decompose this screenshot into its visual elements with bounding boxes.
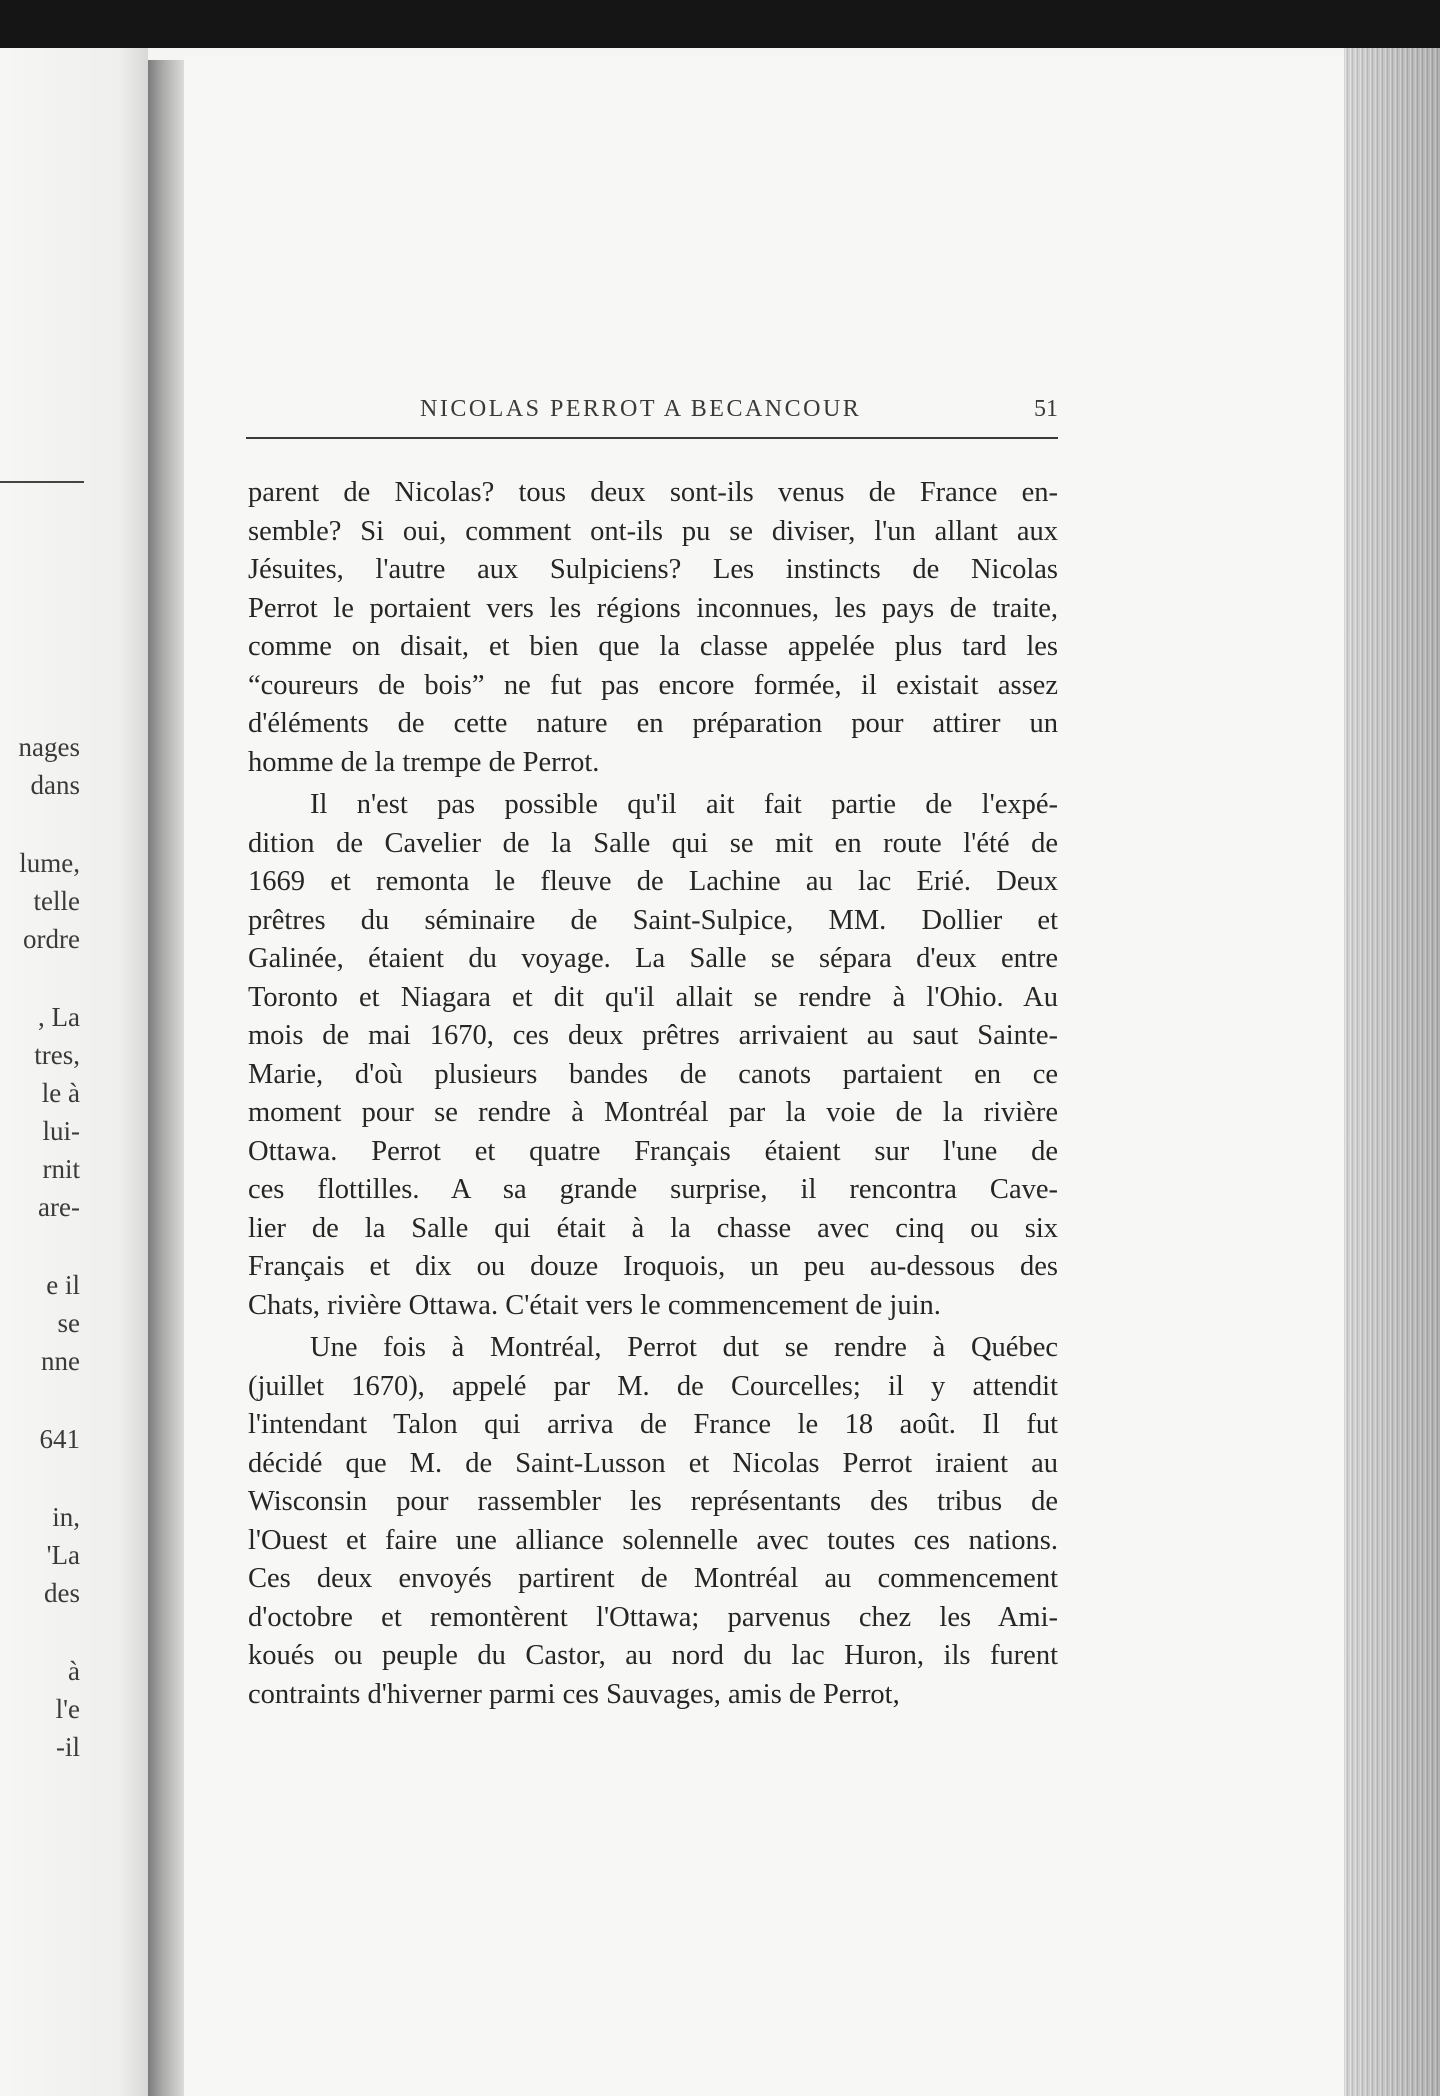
left-page-fragment: e il [46, 1270, 80, 1300]
text-line: d'éléments de cette nature en préparation pour attirer un [248, 708, 1058, 739]
paragraph [248, 1329, 1058, 1714]
left-page-fragment: tres, [34, 1040, 80, 1070]
text-line: Il n'est pas possible qu'il ait fait partie de l'expé- [310, 789, 1058, 820]
left-facing-page [0, 40, 148, 2096]
text-line: Français et dix ou douze Iroquois, un peu au-dessous des [248, 1251, 1058, 1282]
page-number: 51 [1034, 396, 1058, 422]
text-line: Galinée, étaient du voyage. La Salle se sépara d'eux entre [248, 943, 1058, 974]
left-page-fragment: ordre [23, 924, 80, 954]
text-line: moment pour se rendre à Montréal par la voie de la rivière [248, 1097, 1058, 1128]
text-line: Marie, d'où plusieurs bandes de canots partaient en ce [248, 1058, 1058, 1090]
paragraph [248, 474, 1058, 782]
text-line: d'octobre et remontèrent l'Ottawa; parvenus chez les Ami- [248, 1601, 1058, 1633]
left-page-fragment: telle [33, 886, 80, 916]
text-line: lier de la Salle qui était à la chasse avec cinq ou six [248, 1212, 1058, 1244]
left-page-fragment: dans [30, 770, 80, 800]
text-line: contraints d'hiverner parmi ces Sauvages, amis de Perrot, [248, 1678, 900, 1710]
left-page-fragment: à [68, 1656, 80, 1686]
text-line: Ottawa. Perrot et quatre Français étaient sur l'une de [248, 1135, 1058, 1167]
text-line: koués ou peuple du Castor, au nord du lac Huron, ils furent [248, 1640, 1058, 1671]
text-line: Wisconsin pour rassembler les représentants des tribus de [248, 1486, 1058, 1517]
left-page-header-rule [0, 481, 84, 483]
scanner-top-strip [0, 0, 1440, 48]
left-page-fragment: -il [56, 1732, 80, 1762]
left-page-fragment: 'La [46, 1540, 80, 1570]
text-line: 1669 et remonta le fleuve de Lachine au lac Erié. Deux [248, 866, 1058, 897]
text-line: (juillet 1670), appelé par M. de Courcelles; il y attendit [248, 1370, 1058, 1402]
left-page-fragment: , La [38, 1002, 80, 1032]
text-line: Ces deux envoyés partirent de Montréal au commencement [248, 1563, 1058, 1594]
text-line: décidé que M. de Saint-Lusson et Nicolas Perrot iraient au [248, 1447, 1058, 1479]
left-page-fragment: l'e [55, 1694, 80, 1724]
header-rule [246, 437, 1058, 439]
left-page-fragment: nages [18, 732, 80, 762]
running-title: NICOLAS PERROT A BECANCOUR [420, 396, 862, 422]
left-page-fragment: are- [38, 1192, 80, 1222]
text-line: homme de la trempe de Perrot. [248, 746, 600, 778]
text-line: l'intendant Talon qui arriva de France le 18 août. Il fut [248, 1409, 1058, 1440]
text-line: ces flottilles. A sa grande surprise, il rencontra Cave- [248, 1174, 1058, 1205]
left-page-fragment: lui- [42, 1116, 80, 1146]
text-line: comme on disait, et bien que la classe appelée plus tard les [248, 631, 1058, 662]
left-page-fragment: 641 [39, 1424, 80, 1454]
left-page-fragment: rnit [42, 1154, 80, 1184]
left-page-fragment: nne [41, 1346, 80, 1376]
text-line: Chats, rivière Ottawa. C'était vers le commencement de juin. [248, 1289, 941, 1321]
left-page-fragment: lume, [19, 848, 80, 878]
text-line: Une fois à Montréal, Perrot dut se rendre à Québec [310, 1332, 1058, 1363]
text-line: semble? Si oui, comment ont-ils pu se diviser, l'un allant aux [248, 515, 1058, 547]
left-page-fragment: des [44, 1578, 80, 1608]
text-line: dition de Cavelier de la Salle qui se mit en route l'été de [248, 827, 1058, 859]
body-text [248, 474, 1058, 1714]
left-page-fragment: le à [41, 1078, 80, 1108]
text-line: Jésuites, l'autre aux Sulpiciens? Les instincts de Nicolas [248, 554, 1058, 585]
page-edge-shade [1344, 40, 1440, 2096]
book-gutter-shadow [148, 60, 184, 2096]
running-header [246, 396, 1058, 432]
text-line: “coureurs de bois” ne fut pas encore formée, il existait assez [248, 669, 1058, 701]
text-line: Toronto et Niagara et dit qu'il allait se rendre à l'Ohio. Au [248, 981, 1058, 1013]
text-line: l'Ouest et faire une alliance solennelle avec toutes ces nations. [248, 1524, 1058, 1556]
text-line: Perrot le portaient vers les régions inconnues, les pays de traite, [248, 592, 1058, 624]
left-page-fragment: se [57, 1308, 80, 1338]
paragraph [248, 786, 1058, 1325]
left-page-fragment: in, [52, 1502, 80, 1532]
text-line: prêtres du séminaire de Saint-Sulpice, MM. Dollier et [248, 904, 1058, 936]
text-line: parent de Nicolas? tous deux sont-ils venus de France en- [248, 477, 1058, 508]
text-line: mois de mai 1670, ces deux prêtres arrivaient au saut Sainte- [248, 1020, 1058, 1051]
